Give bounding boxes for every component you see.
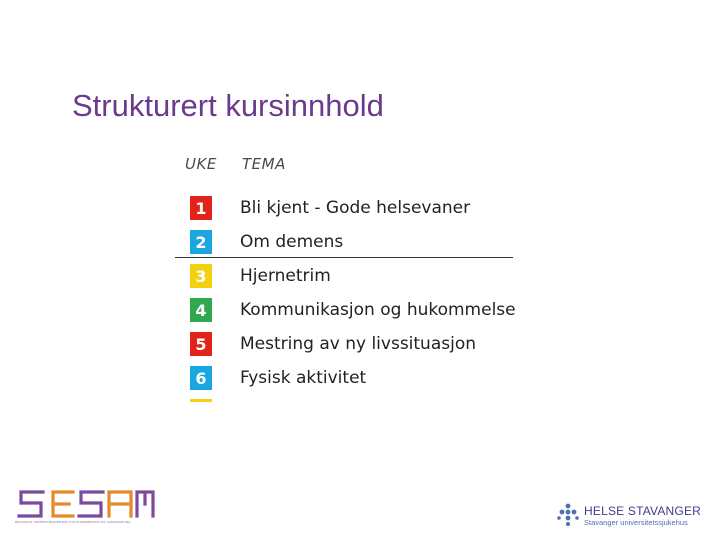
- divider-line: [175, 257, 513, 258]
- sesam-logo: [15, 488, 155, 520]
- schedule-row: [190, 331, 477, 357]
- week-number-badge: 4: [190, 298, 212, 322]
- topic-label: Fysisk aktivitet: [240, 368, 367, 388]
- week-number-badge: 3: [190, 264, 212, 288]
- topic-label: Mestring av ny livssituasjon: [240, 334, 477, 354]
- sesam-tagline: REGIONALT KOMPETANSESENTER FOR ELDREMEDISIN OG SAMHANDLING: [15, 520, 131, 524]
- slide-title: Strukturert kursinnhold: [72, 88, 384, 123]
- schedule-row: [190, 263, 331, 289]
- schedule-row: [190, 195, 471, 221]
- topic-label: Hjernetrim: [240, 266, 331, 286]
- week-number-badge: 5: [190, 332, 212, 356]
- next-row-badge-sliver: [190, 399, 212, 402]
- schedule-row: [190, 229, 344, 255]
- helse-stavanger-name: HELSE STAVANGER: [584, 504, 702, 518]
- helse-stavanger-subtitle: Stavanger universitetssjukehus: [584, 518, 688, 527]
- week-number-badge: 6: [190, 366, 212, 390]
- schedule-row: [190, 297, 516, 323]
- helse-stavanger-cross-icon: [555, 502, 581, 528]
- schedule-row: [190, 365, 367, 391]
- week-number-badge: 1: [190, 196, 212, 220]
- topic-label: Om demens: [240, 232, 344, 252]
- topic-column-header: TEMA: [242, 155, 286, 173]
- week-number-badge: 2: [190, 230, 212, 254]
- topic-label: Bli kjent - Gode helsevaner: [240, 198, 471, 218]
- week-column-header: UKE: [185, 155, 217, 173]
- topic-label: Kommunikasjon og hukommelse: [240, 300, 516, 320]
